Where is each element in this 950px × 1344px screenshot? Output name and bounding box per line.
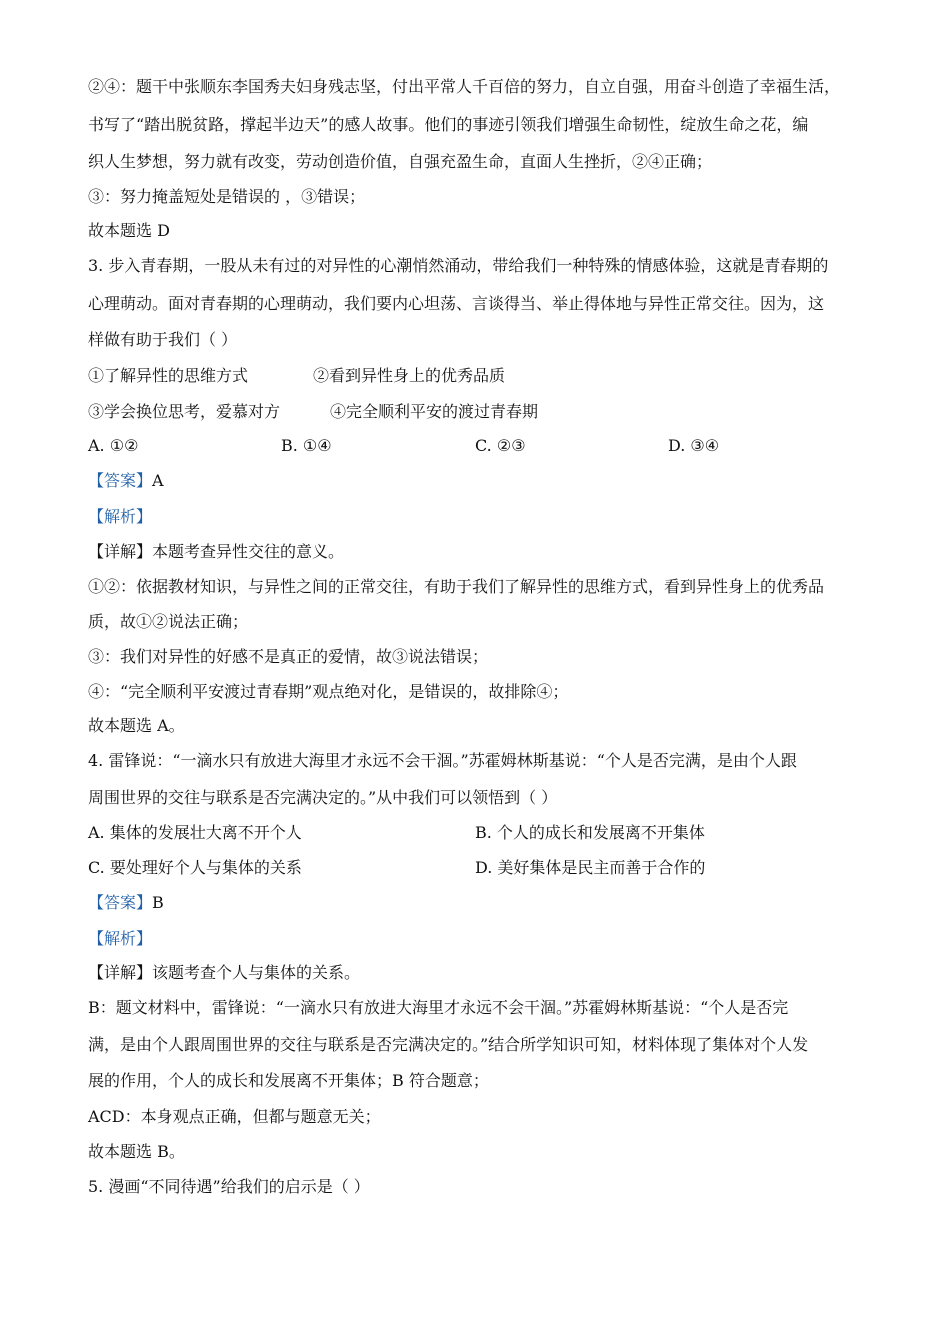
detail-tag: 【详解】 bbox=[88, 542, 153, 561]
statement-2: ②看到异性身上的优秀品质 bbox=[313, 366, 506, 385]
explanation-line: ③：努力掩盖短处是错误的 ，③错误； bbox=[88, 187, 366, 206]
option-b: B. ①④ bbox=[281, 436, 332, 455]
answer-value: A bbox=[152, 471, 164, 490]
explanation-line: 织人生梦想，努力就有改变，劳动创造价值，自强充盈生命，直面人生挫折，②④正确； bbox=[88, 152, 713, 171]
conclusion-line: 故本题选 B。 bbox=[88, 1142, 185, 1161]
question-5-stem: 5. 漫画“不同待遇”给我们的启示是（ ） bbox=[88, 1177, 370, 1196]
explanation-line: ①②：依据教材知识，与异性之间的正常交往，有助于我们了解异性的思维方式，看到异性身上的优秀品 bbox=[88, 577, 825, 596]
option-a: A. ①② bbox=[88, 436, 139, 455]
explanation-line: 质，故①②说法正确； bbox=[88, 612, 249, 631]
question-3-stem: 心理萌动。面对青春期的心理萌动，我们要内心坦荡、言谈得当、举止得体地与异性正常交往。因为，这 bbox=[88, 294, 825, 313]
answer-line bbox=[88, 893, 164, 913]
detail-tag: 【详解】 bbox=[88, 963, 153, 982]
explanation-line: 满，是由个人跟周围世界的交往与联系是否完满决定的。”结合所学知识可知，材料体现了集体对个人发 bbox=[88, 1035, 809, 1054]
conclusion-line: 故本题选 A。 bbox=[88, 716, 185, 735]
detail-text: 本题考查异性交往的意义。 bbox=[152, 542, 345, 561]
explanation-line: ③：我们对异性的好感不是真正的爱情，故③说法错误； bbox=[88, 647, 489, 666]
analysis-tag: 【解析】 bbox=[88, 929, 153, 948]
detail-line bbox=[88, 963, 360, 983]
explanation-line: ACD：本身观点正确，但都与题意无关； bbox=[88, 1107, 381, 1126]
explanation-line: ④：“完全顺利平安渡过青春期”观点绝对化，是错误的，故排除④； bbox=[88, 682, 569, 701]
option-d: D. ③④ bbox=[668, 436, 720, 455]
option-a: A. 集体的发展壮大离不开个人 bbox=[88, 823, 302, 842]
statement-4: ④完全顺利平安的渡过青春期 bbox=[330, 402, 539, 421]
answer-value: B bbox=[152, 893, 164, 912]
answer-line bbox=[88, 471, 164, 491]
question-3-stem: 3. 步入青春期，一股从未有过的对异性的心潮悄然涌动，带给我们一种特殊的情感体验，这就是青春期的 bbox=[88, 256, 829, 275]
option-d: D. 美好集体是民主而善于合作的 bbox=[475, 858, 706, 877]
option-b: B. 个人的成长和发展离不开集体 bbox=[475, 823, 705, 842]
conclusion-line: 故本题选 D bbox=[88, 221, 170, 240]
option-c: C. 要处理好个人与集体的关系 bbox=[88, 858, 302, 877]
detail-text: 该题考查个人与集体的关系。 bbox=[152, 963, 361, 982]
question-4-stem: 周围世界的交往与联系是否完满决定的。”从中我们可以领悟到（ ） bbox=[88, 788, 558, 807]
explanation-line: 展的作用，个人的成长和发展离不开集体；B 符合题意； bbox=[88, 1071, 489, 1090]
detail-line bbox=[88, 542, 344, 562]
question-4-stem: 4. 雷锋说：“一滴水只有放进大海里才永远不会干涸。”苏霍姆林斯基说：“个人是否完满，是由个人跟 bbox=[88, 751, 797, 770]
question-3-stem: 样做有助于我们（ ） bbox=[88, 330, 238, 349]
explanation-line: ②④：题干中张顺东李国秀夫妇身残志坚，付出平常人千百倍的努力，自立自强，用奋斗创造了幸福生活， bbox=[88, 77, 841, 96]
statement-3: ③学会换位思考，爱慕对方 bbox=[88, 402, 281, 421]
statement-1: ①了解异性的思维方式 bbox=[88, 366, 249, 385]
option-c: C. ②③ bbox=[475, 436, 526, 455]
explanation-line: B：题文材料中，雷锋说：“一滴水只有放进大海里才永远不会干涸。”苏霍姆林斯基说：“个人是否完 bbox=[88, 998, 789, 1017]
answer-tag: 【答案】 bbox=[88, 893, 153, 912]
answer-tag: 【答案】 bbox=[88, 471, 153, 490]
analysis-tag: 【解析】 bbox=[88, 507, 153, 526]
explanation-line: 书写了“踏出脱贫路，撑起半边天”的感人故事。他们的事迹引领我们增强生命韧性，绽放生命之花，编 bbox=[88, 115, 809, 134]
